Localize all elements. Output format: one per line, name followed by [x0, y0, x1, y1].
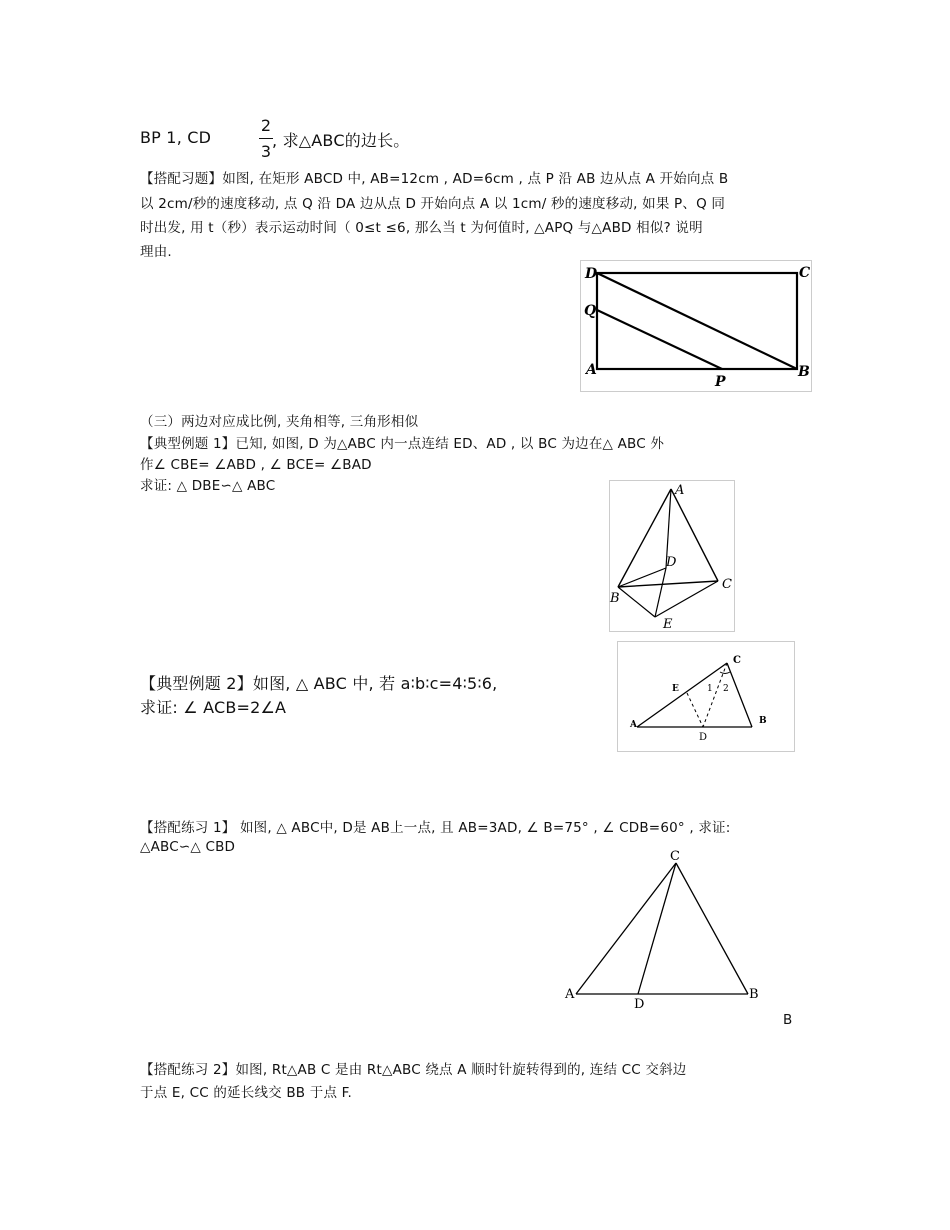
label-d: D: [585, 266, 598, 282]
fraction-numerator: 2: [260, 116, 272, 135]
label-b: B: [759, 716, 767, 726]
label-d: D: [666, 555, 677, 570]
example1-line2: 作∠ CBE= ∠ABD , ∠ BCE= ∠BAD: [140, 457, 372, 473]
angle-bisector-figure: [617, 641, 795, 752]
triangle-dbe-figure: [609, 480, 735, 632]
label-angle-1: 1: [707, 684, 713, 694]
example2-line1: 【典型例题 2】如图, △ ABC 中, 若 a∶b∶c=4∶5∶6,: [140, 674, 498, 693]
stray-label-b: B: [783, 1012, 793, 1028]
practice-problem-line1: 【搭配习题】如图, 在矩形 ABCD 中, AB=12cm , AD=6cm , 点 P 沿 AB 边从点 A 开始向点 B: [140, 171, 729, 187]
segment-qp: [597, 310, 722, 369]
fraction-bar: [259, 138, 273, 139]
example1-line1: 【典型例题 1】已知, 如图, D 为△ABC 内一点连结 ED、AD , 以 BC 为边在△ ABC 外: [140, 436, 665, 452]
label-a: A: [630, 720, 637, 730]
rectangle-figure: [580, 260, 812, 392]
practice1-line1: 【搭配练习 1】 如图, △ ABC中, D是 AB上一点, 且 AB=3AD, ∠ B=75° , ∠ CDB=60° , 求证:: [140, 820, 731, 836]
label-c: C: [670, 849, 680, 864]
label-p: P: [715, 374, 726, 390]
fraction-denominator: 3: [260, 142, 272, 161]
example2-line2: 求证: ∠ ACB=2∠A: [140, 698, 287, 717]
label-c: C: [799, 265, 811, 281]
label-e: E: [663, 617, 673, 632]
example1-line3: 求证: △ DBE∽△ ABC: [140, 478, 276, 494]
label-b: B: [798, 364, 810, 380]
practice-problem-line3: 时出发, 用 t（秒）表示运动时间（ 0≤t ≤6, 那么当 t 为何值时, △APQ 与△ABD 相似? 说明: [140, 220, 703, 236]
top-problem-suffix: , 求△ABC的边长。: [272, 131, 410, 150]
practice2-line2: 于点 E, CC 的延长线交 BB 于点 F.: [140, 1085, 352, 1101]
label-q: Q: [584, 303, 597, 319]
label-angle-2: 2: [723, 684, 729, 694]
label-d: D: [699, 732, 708, 743]
label-e: E: [672, 684, 679, 694]
label-c: C: [722, 577, 732, 592]
practice2-line1: 【搭配练习 2】如图, Rt△AB C 是由 Rt△ABC 绕点 A 顺时针旋转得到的, 连结 CC 交斜边: [140, 1062, 687, 1078]
label-d: D: [634, 997, 645, 1012]
triangle-abc-figure: [562, 846, 762, 1016]
practice-problem-line2: 以 2cm/秒的速度移动, 点 Q 沿 DA 边从点 D 开始向点 A 以 1cm/ 秒的速度移动, 如果 P、Q 同: [140, 196, 726, 212]
label-b: B: [610, 591, 620, 606]
diagonal-db: [597, 273, 797, 369]
label-a: A: [565, 987, 575, 1002]
label-a: A: [675, 483, 685, 498]
practice1-line2: △ABC∽△ CBD: [140, 839, 236, 855]
section3-heading: （三）两边对应成比例, 夹角相等, 三角形相似: [140, 414, 419, 430]
practice-problem-line4: 理由.: [140, 244, 172, 260]
label-c: C: [733, 655, 741, 666]
label-b: B: [749, 987, 759, 1002]
top-problem-prefix: BP 1, CD: [140, 128, 212, 147]
label-a: A: [586, 362, 597, 378]
